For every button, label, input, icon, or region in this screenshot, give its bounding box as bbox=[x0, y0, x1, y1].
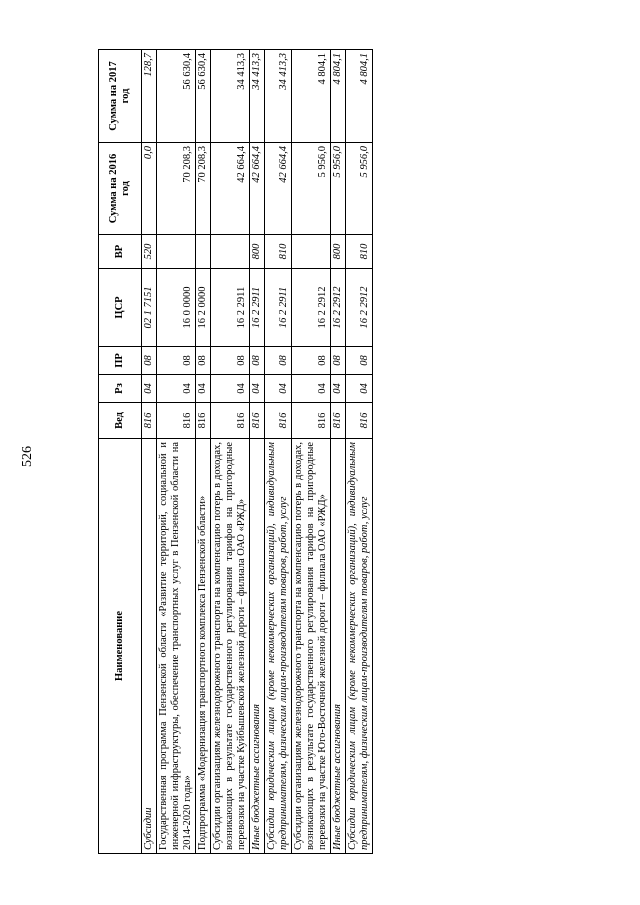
cell-vr: 800 bbox=[250, 235, 265, 269]
cell-rz: 04 bbox=[265, 375, 292, 403]
cell-vr bbox=[196, 235, 211, 269]
cell-sum2017: 34 413,3 bbox=[250, 50, 265, 143]
cell-name: Субсидии bbox=[142, 439, 157, 854]
table-row bbox=[142, 50, 157, 854]
cell-ved: 816 bbox=[265, 403, 292, 439]
cell-csr: 16 2 2912 bbox=[346, 269, 373, 347]
budget-table bbox=[98, 49, 373, 854]
cell-sum2016: 42 664,4 bbox=[250, 143, 265, 235]
cell-vr bbox=[292, 235, 331, 269]
cell-rz: 04 bbox=[211, 375, 250, 403]
budget-table-container bbox=[98, 50, 450, 854]
cell-ved: 816 bbox=[157, 403, 196, 439]
cell-pr: 08 bbox=[211, 347, 250, 375]
cell-sum2017: 4 804,1 bbox=[346, 50, 373, 143]
cell-csr: 16 2 2912 bbox=[331, 269, 346, 347]
cell-vr: 810 bbox=[346, 235, 373, 269]
cell-sum2016: 42 664,4 bbox=[265, 143, 292, 235]
cell-sum2016: 70 208,3 bbox=[196, 143, 211, 235]
cell-sum2016: 42 664,4 bbox=[211, 143, 250, 235]
cell-pr: 08 bbox=[196, 347, 211, 375]
cell-vr: 800 bbox=[331, 235, 346, 269]
cell-csr: 16 2 2911 bbox=[250, 269, 265, 347]
cell-vr: 810 bbox=[265, 235, 292, 269]
cell-rz: 04 bbox=[142, 375, 157, 403]
cell-sum2017: 128,7 bbox=[142, 50, 157, 143]
table-row bbox=[331, 50, 346, 854]
cell-vr bbox=[211, 235, 250, 269]
cell-ved: 816 bbox=[346, 403, 373, 439]
cell-ved: 816 bbox=[211, 403, 250, 439]
cell-vr: 520 bbox=[142, 235, 157, 269]
cell-vr bbox=[157, 235, 196, 269]
header-rz: Рз bbox=[99, 375, 142, 403]
cell-name: Подпрограмма «Модернизация транспортного комплекса Пензенской области» bbox=[196, 439, 211, 854]
page-number: 526 bbox=[20, 446, 35, 467]
cell-pr: 08 bbox=[346, 347, 373, 375]
cell-rz: 04 bbox=[292, 375, 331, 403]
cell-sum2016: 5 956,0 bbox=[331, 143, 346, 235]
cell-sum2016: 5 956,0 bbox=[292, 143, 331, 235]
cell-sum2016: 5 956,0 bbox=[346, 143, 373, 235]
header-vr: ВР bbox=[99, 235, 142, 269]
cell-csr: 02 1 7151 bbox=[142, 269, 157, 347]
header-csr: ЦСР bbox=[99, 269, 142, 347]
cell-sum2016: 70 208,3 bbox=[157, 143, 196, 235]
cell-sum2017: 4 804,1 bbox=[292, 50, 331, 143]
table-row bbox=[292, 50, 331, 854]
table-row bbox=[250, 50, 265, 854]
cell-name: Субсидии юридическим лицам (кроме некоммерческих организаций), индивидуальным предпринимателям, физическим лицам-производителям товаров, работ, услуг bbox=[265, 439, 292, 854]
cell-ved: 816 bbox=[292, 403, 331, 439]
table-row bbox=[211, 50, 250, 854]
cell-csr: 16 2 2911 bbox=[211, 269, 250, 347]
cell-csr: 16 0 0000 bbox=[157, 269, 196, 347]
table-body bbox=[142, 50, 373, 854]
header-name: Наименование bbox=[99, 439, 142, 854]
cell-csr: 16 2 2911 bbox=[265, 269, 292, 347]
cell-rz: 04 bbox=[250, 375, 265, 403]
cell-name: Государственная программа Пензенской области «Развитие территорий, социальной и инженерной инфраструктуры, обеспечение транспортных услуг в Пензенской области на 2014-2020 годы» bbox=[157, 439, 196, 854]
cell-ved: 816 bbox=[142, 403, 157, 439]
cell-csr: 16 2 2912 bbox=[292, 269, 331, 347]
cell-sum2017: 4 804,1 bbox=[331, 50, 346, 143]
cell-ved: 816 bbox=[331, 403, 346, 439]
header-sum-2017: Сумма на 2017 год bbox=[99, 50, 142, 143]
cell-pr: 08 bbox=[250, 347, 265, 375]
cell-pr: 08 bbox=[292, 347, 331, 375]
cell-name: Субсидии юридическим лицам (кроме некоммерческих организаций), индивидуальным предпринимателям, физическим лицам-производителям товаров, работ, услуг bbox=[346, 439, 373, 854]
cell-sum2016: 0,0 bbox=[142, 143, 157, 235]
cell-rz: 04 bbox=[157, 375, 196, 403]
header-sum-2016: Сумма на 2016 год bbox=[99, 143, 142, 235]
cell-name: Иные бюджетные ассигнования bbox=[250, 439, 265, 854]
cell-sum2017: 34 413,3 bbox=[211, 50, 250, 143]
cell-csr: 16 2 0000 bbox=[196, 269, 211, 347]
cell-pr: 08 bbox=[157, 347, 196, 375]
cell-ved: 816 bbox=[250, 403, 265, 439]
cell-pr: 08 bbox=[265, 347, 292, 375]
table-row bbox=[265, 50, 292, 854]
cell-ved: 816 bbox=[196, 403, 211, 439]
cell-pr: 08 bbox=[331, 347, 346, 375]
cell-rz: 04 bbox=[196, 375, 211, 403]
table-row bbox=[157, 50, 196, 854]
cell-rz: 04 bbox=[331, 375, 346, 403]
cell-name: Иные бюджетные ассигнования bbox=[331, 439, 346, 854]
cell-rz: 04 bbox=[346, 375, 373, 403]
header-ved: Вед bbox=[99, 403, 142, 439]
cell-name: Субсидии организациям железнодорожного транспорта на компенсацию потерь в доходах, возникающих в результате государственного регулирования тарифов на пригородные перевозки на участке Юго-Восточной железной дороги – филиала ОАО «РЖД» bbox=[292, 439, 331, 854]
table-row bbox=[346, 50, 373, 854]
header-pr: ПР bbox=[99, 347, 142, 375]
cell-sum2017: 56 630,4 bbox=[157, 50, 196, 143]
cell-pr: 08 bbox=[142, 347, 157, 375]
table-row bbox=[196, 50, 211, 854]
cell-name: Субсидии организациям железнодорожного транспорта на компенсацию потерь в доходах, возникающих в результате государственного регулирования тарифов на пригородные перевозки на участке Куйбышевской железной дороги – филиала ОАО «РЖД» bbox=[211, 439, 250, 854]
table-header-row bbox=[99, 50, 142, 854]
cell-sum2017: 56 630,4 bbox=[196, 50, 211, 143]
cell-sum2017: 34 413,3 bbox=[265, 50, 292, 143]
